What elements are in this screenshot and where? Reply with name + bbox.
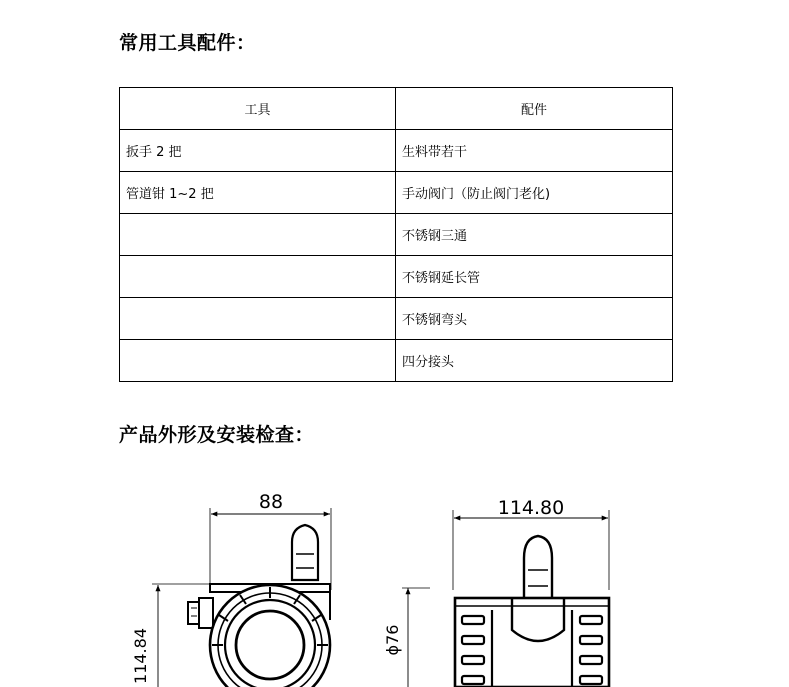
table-cell-tool: 扳手 2 把 <box>120 130 396 172</box>
table-cell-part: 不锈钢弯头 <box>396 298 673 340</box>
table-cell-part: 生料带若干 <box>396 130 673 172</box>
table-cell-tool: 管道钳 1~2 把 <box>120 172 396 214</box>
table-row <box>120 340 673 382</box>
table-row <box>120 130 673 172</box>
table-cell-part: 手动阀门（防止阀门老化) <box>396 172 673 214</box>
install-section-heading: 产品外形及安装检查： <box>119 424 315 446</box>
table-cell-tool <box>120 340 396 382</box>
dimension-width-label-right: 114.80 <box>497 497 565 519</box>
dimension-height-label-left: 114.84 <box>131 628 150 684</box>
table-cell-part: 不锈钢三通 <box>396 214 673 256</box>
product-dimension-drawing <box>0 470 789 687</box>
tools-parts-table <box>119 87 673 382</box>
table-cell-tool <box>120 298 396 340</box>
table-cell-tool <box>120 256 396 298</box>
dimension-diameter-label-right: ϕ76 <box>383 624 402 656</box>
table-cell-tool <box>120 214 396 256</box>
table-row <box>120 172 673 214</box>
column-header-tools: 工具 <box>120 88 396 130</box>
table-cell-part: 不锈钢延长管 <box>396 256 673 298</box>
table-header-row <box>120 88 673 130</box>
dimension-width-label-left: 88 <box>258 491 284 513</box>
table-cell-part: 四分接头 <box>396 340 673 382</box>
table-row <box>120 256 673 298</box>
table-row <box>120 214 673 256</box>
table-row <box>120 298 673 340</box>
side-view <box>402 510 609 687</box>
column-header-parts: 配件 <box>396 88 673 130</box>
tools-section-heading: 常用工具配件： <box>119 32 256 54</box>
front-view <box>152 508 331 687</box>
